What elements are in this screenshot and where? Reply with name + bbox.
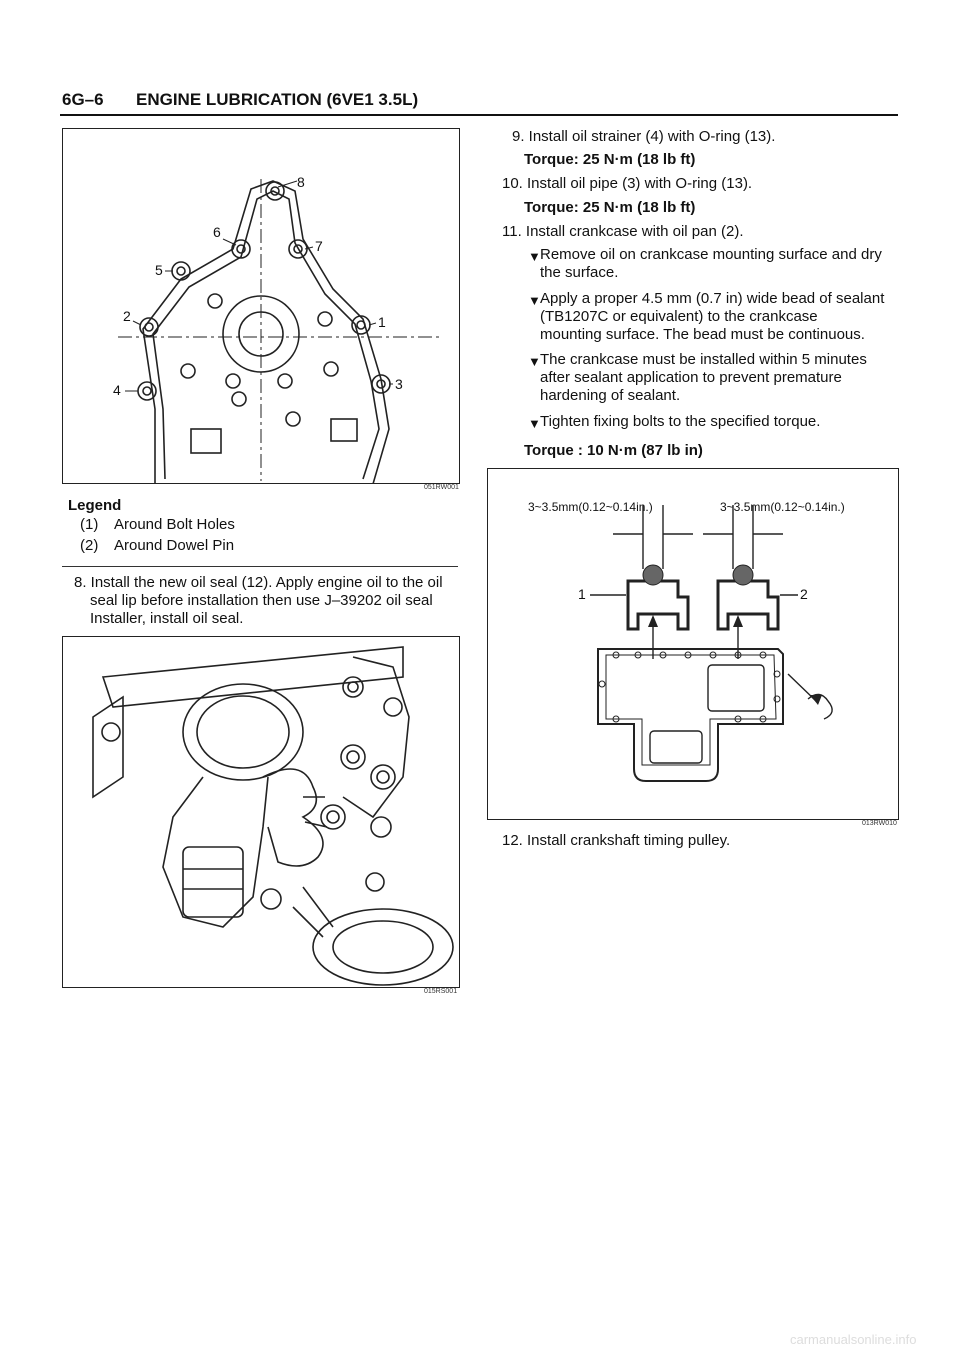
callout-8: 8 xyxy=(297,174,305,190)
bullet-line: mounting surface. The bead must be continuous. xyxy=(540,326,865,343)
legend-item-text: Around Bolt Holes xyxy=(114,516,235,533)
callout-7: 7 xyxy=(315,238,323,254)
bullet-marker-icon: ▼ xyxy=(528,354,541,369)
step-10-torque: Torque: 25 N·m (18 lb ft) xyxy=(524,199,696,216)
oil-pump-drawing xyxy=(63,129,459,483)
bead-label-2: 2 xyxy=(800,586,808,602)
legend-divider xyxy=(62,566,458,567)
figure3-id: 013RW010 xyxy=(862,820,897,827)
bullet-apply-sealant xyxy=(528,290,898,344)
step-9: 9. Install oil strainer (4) with O-ring (13). xyxy=(512,128,776,145)
dimension-label-right: 3~3.5mm(0.12~0.14in.) xyxy=(720,500,845,514)
callout-1: 1 xyxy=(378,314,386,330)
oil-pan-drawing xyxy=(488,469,898,819)
bullet-line: after sealant application to prevent premature xyxy=(540,369,842,386)
bullet-marker-icon: ▼ xyxy=(528,249,541,264)
bullet-line: Tighten fixing bolts to the specified torque. xyxy=(540,413,821,430)
callout-4: 4 xyxy=(113,382,121,398)
legend-title: Legend xyxy=(68,497,122,514)
section-title: ENGINE LUBRICATION (6VE1 3.5L) xyxy=(136,90,419,109)
oil-seal-installer-figure xyxy=(62,636,460,988)
callout-5: 5 xyxy=(155,262,163,278)
bullet-install-within xyxy=(528,351,898,405)
bullet-marker-icon: ▼ xyxy=(528,416,541,431)
step-8-line2: seal lip before installation then use J–39202 oil seal xyxy=(90,592,433,609)
oil-seal-installer-drawing xyxy=(63,637,459,987)
bullet-line: The crankcase must be installed within 5 minutes xyxy=(540,351,867,368)
bullet-remove-oil xyxy=(528,246,898,282)
callout-2: 2 xyxy=(123,308,131,324)
dimension-label-left: 3~3.5mm(0.12~0.14in.) xyxy=(528,500,653,514)
bullet-line: Apply a proper 4.5 mm (0.7 in) wide bead of sealant xyxy=(540,290,885,307)
callout-3: 3 xyxy=(395,376,403,392)
step-8-line1: 8. Install the new oil seal (12). Apply engine oil to the oil xyxy=(74,574,443,591)
bullet-marker-icon: ▼ xyxy=(528,293,541,308)
step-9-torque: Torque: 25 N·m (18 lb ft) xyxy=(524,151,696,168)
legend-item-num: (1) xyxy=(80,516,99,533)
bead-label-1: 1 xyxy=(578,586,586,602)
header-divider xyxy=(60,114,898,116)
figure2-id: 015RS001 xyxy=(424,988,458,995)
legend-item-text: Around Dowel Pin xyxy=(114,537,235,554)
step-10: 10. Install oil pipe (3) with O-ring (13). xyxy=(502,175,753,192)
callout-6: 6 xyxy=(213,224,221,240)
legend-item-num: (2) xyxy=(80,537,99,554)
watermark: carmanualsonline.info xyxy=(790,1332,917,1347)
step-8-line3: Installer, install oil seal. xyxy=(90,610,244,627)
step-11: 11. Install crankcase with oil pan (2). xyxy=(502,223,744,240)
bullet-line: Remove oil on crankcase mounting surface and dry xyxy=(540,246,882,263)
step-12: 12. Install crankshaft timing pulley. xyxy=(502,832,731,849)
bullet-line: the surface. xyxy=(540,264,619,281)
oil-pan-sealant-figure xyxy=(487,468,899,820)
bullet-tighten-bolts xyxy=(528,413,898,431)
bullet-line: (TB1207C or equivalent) to the crankcase xyxy=(540,308,818,325)
bullet-line: hardening of sealant. xyxy=(540,387,681,404)
step-11-torque: Torque : 10 N·m (87 lb in) xyxy=(524,442,703,459)
oil-pump-sealant-figure xyxy=(62,128,460,484)
figure1-id: 051RW001 xyxy=(424,484,459,491)
section-code: 6G–6 xyxy=(62,90,104,109)
